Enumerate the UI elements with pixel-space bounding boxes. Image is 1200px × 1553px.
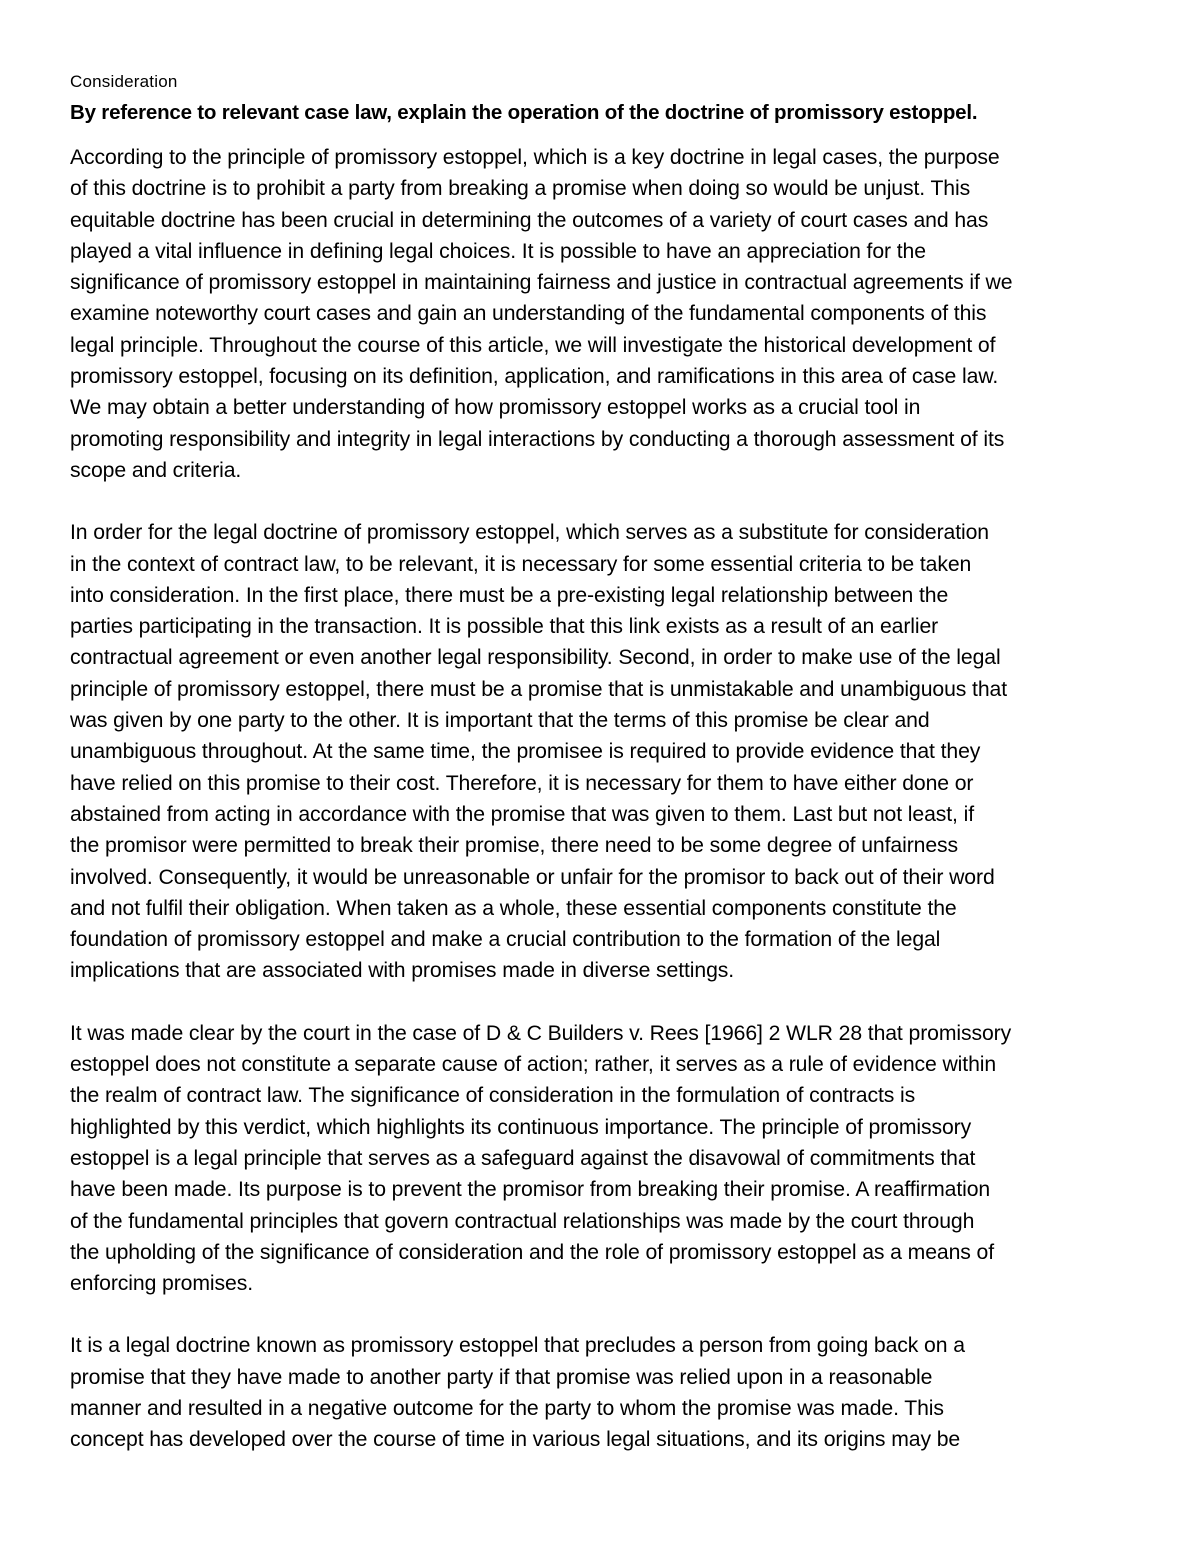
- paragraph-4: [70, 1330, 1140, 1455]
- text-line: implications that are associated with promises made in diverse settings.: [70, 959, 735, 983]
- text-line: It is a legal doctrine known as promissory estoppel that precludes a person from going back on a: [70, 1334, 965, 1358]
- text-line: of the fundamental principles that govern contractual relationships was made by the court through: [70, 1209, 975, 1233]
- section-label: Consideration: [70, 72, 178, 91]
- text-line: highlighted by this verdict, which highlights its continuous importance. The principle of promissory: [70, 1115, 972, 1139]
- document-heading: By reference to relevant case law, explain the operation of the doctrine of promissory estoppel.: [70, 101, 978, 124]
- text-line: abstained from acting in accordance with the promise that was given to them. Last but not least, if: [70, 802, 975, 826]
- text-line: unambiguous throughout. At the same time, the promisee is required to provide evidence that they: [70, 740, 981, 764]
- text-line: It was made clear by the court in the case of D & C Builders v. Rees [1966] 2 WLR 28 that promissory: [70, 1021, 1012, 1045]
- text-line: promise that they have made to another party if that promise was relied upon in a reasonable: [70, 1365, 933, 1389]
- text-line: and not fulfil their obligation. When taken as a whole, these essential components constitute the: [70, 896, 957, 920]
- text-line: legal principle. Throughout the course of this article, we will investigate the historical development of: [70, 333, 996, 357]
- text-line: principle of promissory estoppel, there must be a promise that is unmistakable and unambiguous that: [70, 677, 1007, 701]
- text-line: equitable doctrine has been crucial in determining the outcomes of a variety of court cases and has: [70, 208, 989, 232]
- text-line: have relied on this promise to their cost. Therefore, it is necessary for them to have either done or: [70, 771, 974, 795]
- text-line: promissory estoppel, focusing on its definition, application, and ramifications in this area of case law.: [70, 365, 999, 389]
- text-line: into consideration. In the first place, there must be a pre-existing legal relationship between the: [70, 583, 949, 607]
- text-line: parties participating in the transaction. It is possible that this link exists as a result of an earlier: [70, 615, 939, 639]
- text-line: contractual agreement or even another legal responsibility. Second, in order to make use of the legal: [70, 646, 1001, 670]
- document-body: [70, 142, 1140, 1456]
- text-line: foundation of promissory estoppel and make a crucial contribution to the formation of the legal: [70, 928, 941, 952]
- text-line: in the context of contract law, to be relevant, it is necessary for some essential criteria to be taken: [70, 552, 972, 576]
- text-line: have been made. Its purpose is to prevent the promisor from breaking their promise. A reaffirmation: [70, 1178, 991, 1202]
- text-line: the promisor were permitted to break their promise, there need to be some degree of unfairness: [70, 834, 959, 858]
- text-line: estoppel does not constitute a separate cause of action; rather, it serves as a rule of evidence within: [70, 1053, 997, 1077]
- document-page: [70, 70, 1140, 1487]
- text-line: played a vital influence in defining legal choices. It is possible to have an appreciation for the: [70, 239, 926, 263]
- text-line: involved. Consequently, it would be unreasonable or unfair for the promisor to back out of their word: [70, 865, 995, 889]
- text-line: estoppel is a legal principle that serves as a safeguard against the disavowal of commitments that: [70, 1146, 976, 1170]
- text-line: the realm of contract law. The significance of consideration in the formulation of contracts is: [70, 1084, 916, 1108]
- text-line: concept has developed over the course of time in various legal situations, and its origins may be: [70, 1428, 961, 1452]
- paragraph-3: [70, 1018, 1140, 1300]
- text-line: According to the principle of promissory estoppel, which is a key doctrine in legal cases, the purpose: [70, 146, 1000, 169]
- text-line: was given by one party to the other. It is important that the terms of this promise be clear and: [70, 709, 930, 733]
- text-line: scope and criteria.: [70, 458, 242, 482]
- text-line: significance of promissory estoppel in maintaining fairness and justice in contractual agreements if we: [70, 271, 1013, 295]
- text-line: enforcing promises.: [70, 1272, 253, 1296]
- text-line: We may obtain a better understanding of how promissory estoppel works as a crucial tool in: [70, 396, 921, 420]
- text-line: In order for the legal doctrine of promissory estoppel, which serves as a substitute for consideration: [70, 521, 989, 545]
- text-line: manner and resulted in a negative outcome for the party to whom the promise was made. This: [70, 1396, 944, 1420]
- paragraph-1: [70, 142, 1140, 486]
- text-line: examine noteworthy court cases and gain an understanding of the fundamental components of this: [70, 302, 987, 326]
- paragraph-2: [70, 517, 1140, 986]
- text-line: the upholding of the significance of consideration and the role of promissory estoppel as a means of: [70, 1240, 994, 1264]
- text-line: promoting responsibility and integrity in legal interactions by conducting a thorough assessment of its: [70, 427, 1005, 451]
- text-line: of this doctrine is to prohibit a party from breaking a promise when doing so would be unjust. This: [70, 177, 971, 201]
